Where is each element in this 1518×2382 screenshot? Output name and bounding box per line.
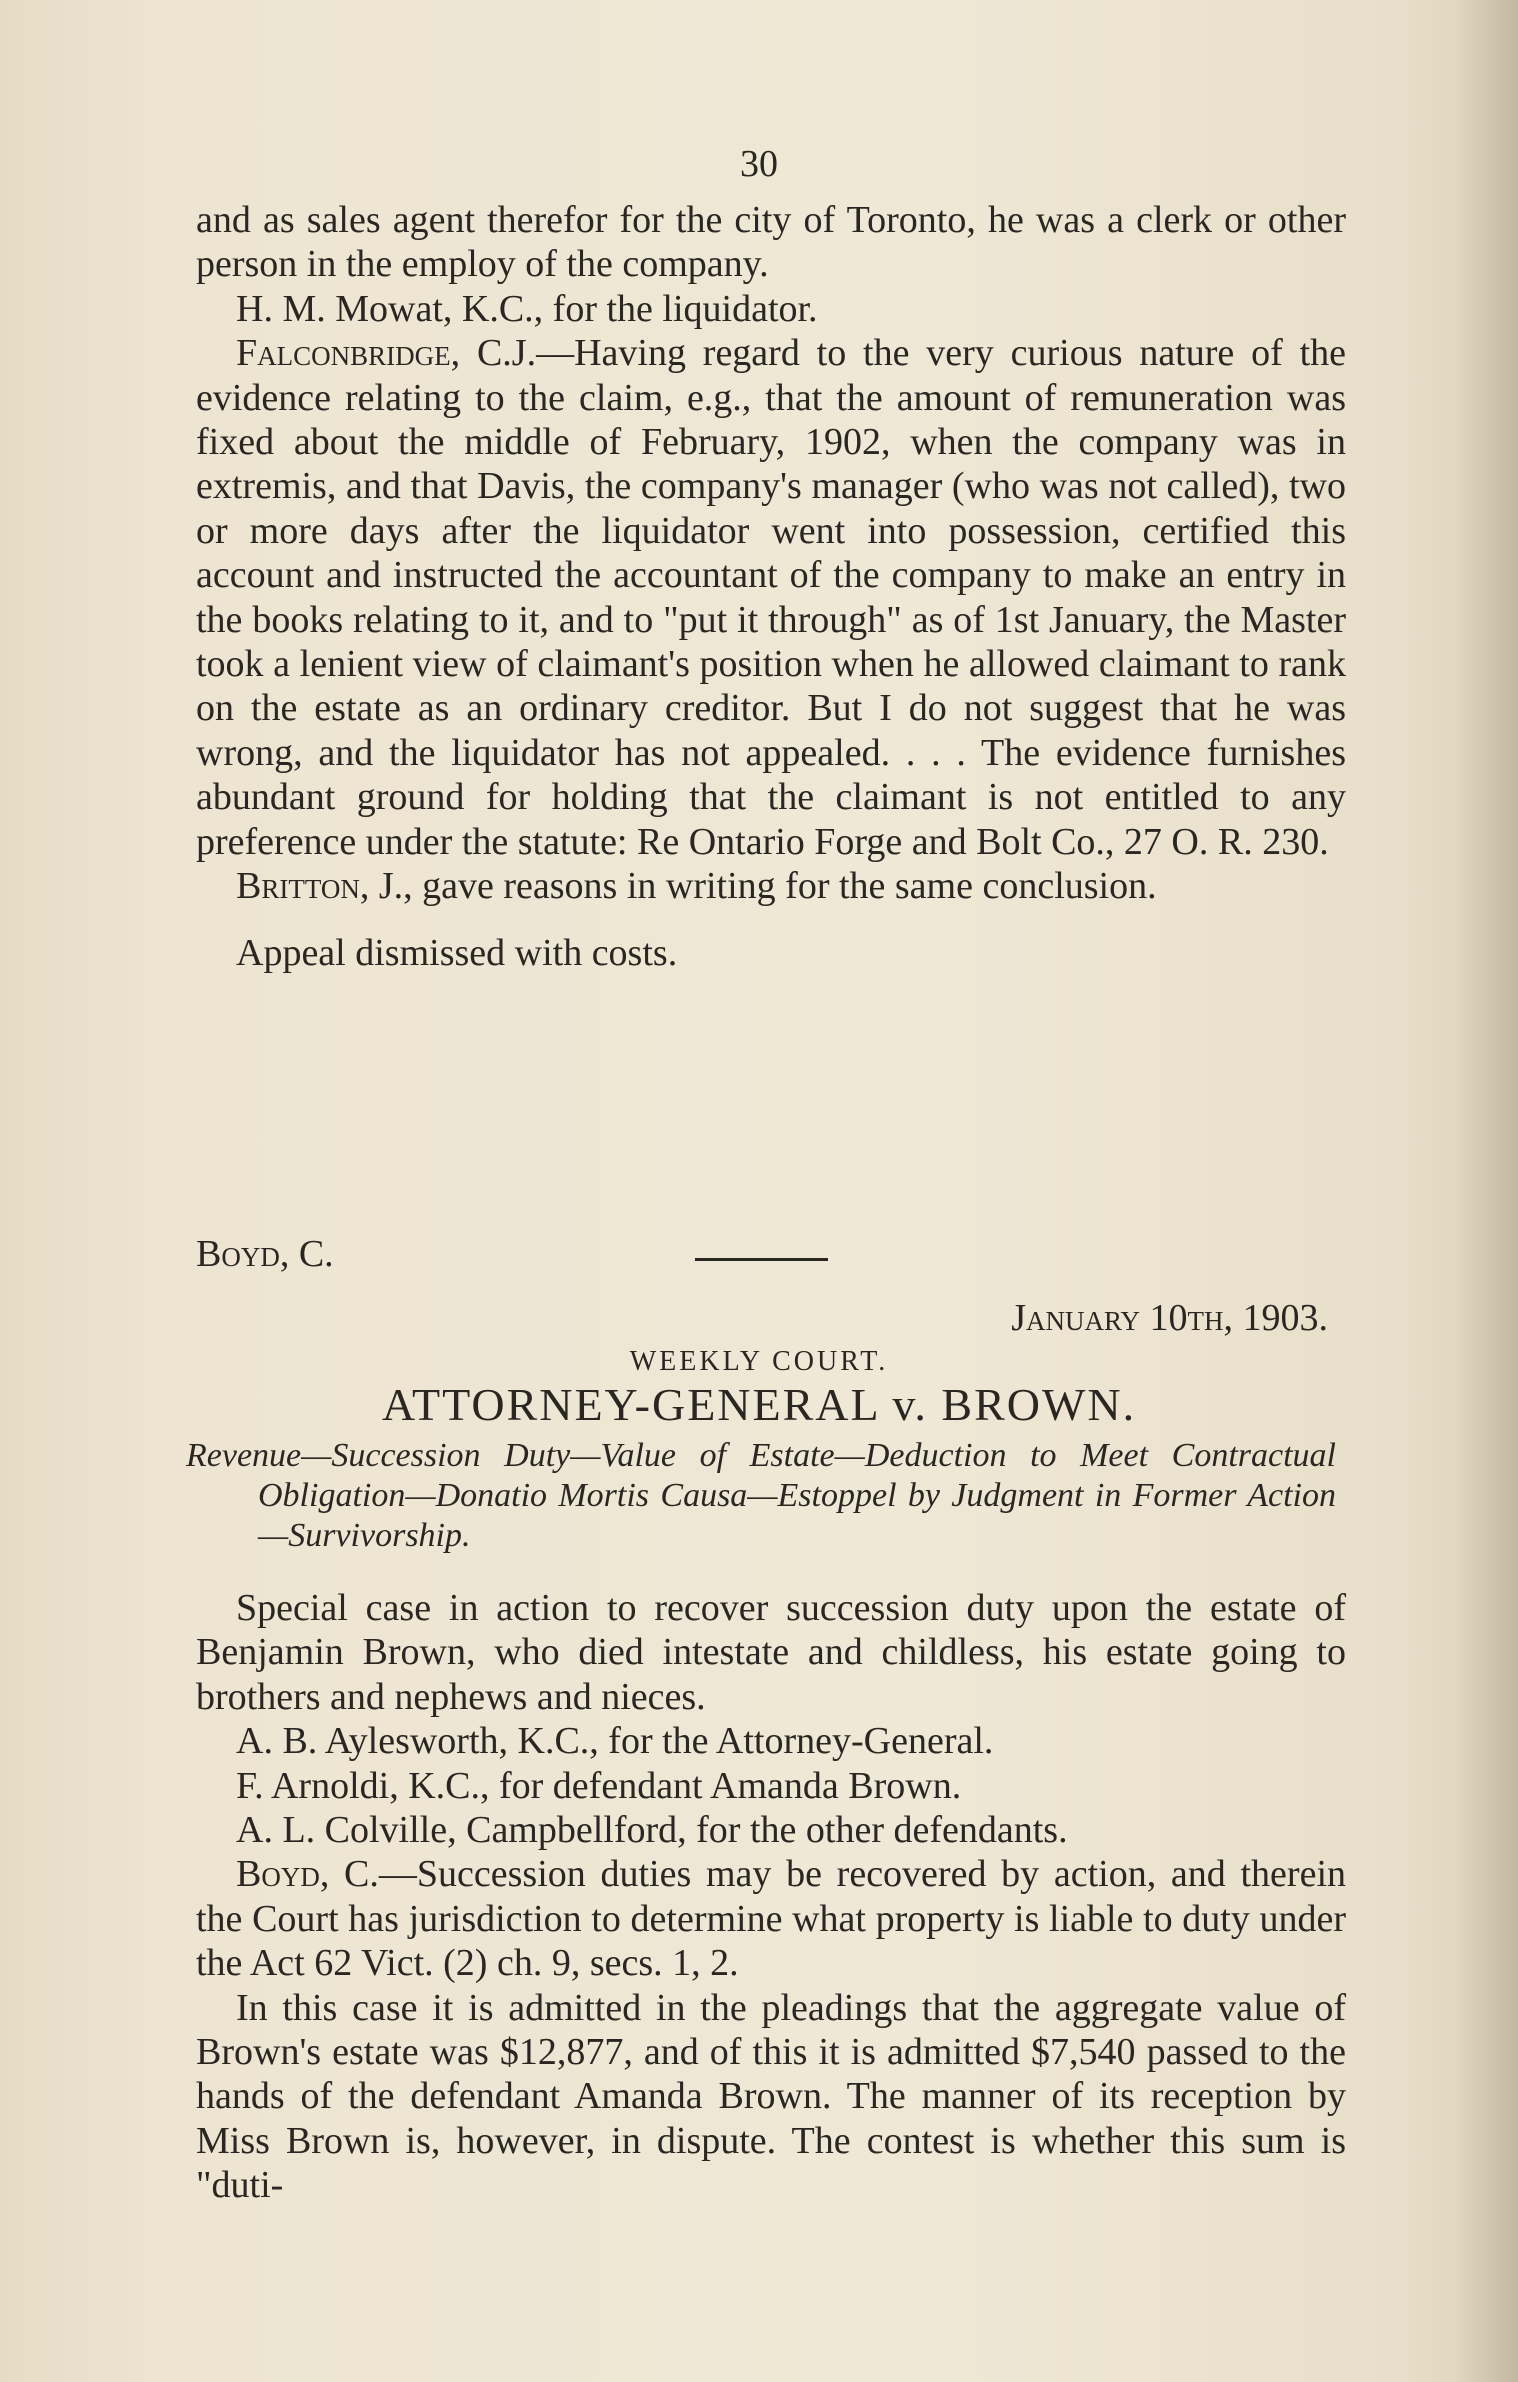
counsel-line-2: F. Arnoldi, K.C., for defendant Amanda Brown. (236, 1764, 962, 1807)
counsel-line-1: A. B. Aylesworth, K.C., for the Attorney-General. (236, 1720, 994, 1763)
case2-paragraph-2: In this case it is admitted in the pleadings that the aggregate value of Brown's estate was $12,877, and of this it is admitted $7,540 passed to the hands of the defendant Amanda Brown. The manner of its reception by Miss Brown is, however, in dispute. The contest is whether this sum is "duti- (196, 1986, 1346, 2207)
judgment-text: —Having regard to the very curious nature of the evidence relating to the claim, e.g., that the amount of remuneration was fixed about the middle of February, 1902, when the company was in extremis, and that Davis, the company's manager (who was not called), two or more days after the liquidator went into possession, certified this account and instructed the accountant of the company to make an entry in the books relating to it, and to "put it through" as of 1st January, the Master took a lenient view of claimant's position when he allowed claimant to rank on the estate as an ordinary creditor. But I do not suggest that he was wrong, and the liquidator has not appealed. . . . The evidence furnishes abundant ground for holding that the claimant is not entitled to any preference under the statute: Re Ontario Forge and Bolt Co., 27 O. R. 230. (196, 332, 1346, 863)
page-edge-shadow (1458, 0, 1518, 2382)
court-name: WEEKLY COURT. (629, 1346, 889, 1377)
concurrence-paragraph (196, 864, 1346, 908)
case2-body (196, 1586, 1346, 2208)
judge-name: Falconbridge, C.J. (236, 332, 537, 375)
case2-judgment-paragraph (196, 1852, 1346, 1985)
page-number: 30 (740, 143, 778, 185)
concurring-judge: Britton, J. (236, 865, 404, 908)
headnote-text: Revenue—Succession Duty—Value of Estate—Deduction to Meet Contractual Obligation—Donatio Mortis Causa—Estoppel by Judgment in Former Action—Survivorship. (186, 1437, 1336, 1554)
case2-judgment-text: —Succession duties may be recovered by action, and therein the Court has jurisdiction to determine what property is liable to duty under the Act 62 Vict. (2) ch. 9, secs. 1, 2. (196, 1853, 1347, 1985)
headnote (186, 1436, 1336, 1556)
opening-paragraph: and as sales agent therefor for the city of Toronto, he was a clerk or other person in the employ of the company. (196, 199, 1346, 286)
counsel-line-3: A. L. Colville, Campbellford, for the other defendants. (236, 1809, 1068, 1852)
case-title: ATTORNEY-GENERAL v. BROWN. (381, 1379, 1137, 1430)
case-statement: Special case in action to recover succession duty upon the estate of Benjamin Brown, who died intestate and childless, his estate going to brothers and nephews and nieces. (196, 1587, 1346, 1718)
section1-text (196, 198, 1346, 975)
counsel-line: H. M. Mowat, K.C., for the liquidator. (236, 287, 818, 330)
case2-date: January 10th, 1903. (1011, 1297, 1328, 1339)
judgment-paragraph (196, 331, 1346, 864)
concurrence-text: , gave reasons in writing for the same conclusion. (403, 865, 1157, 908)
case2-judge: Boyd, C. (196, 1233, 334, 1275)
section-divider (695, 1258, 828, 1261)
disposition: Appeal dismissed with costs. (236, 931, 678, 974)
case2-judge-name: Boyd, C. (236, 1853, 379, 1896)
